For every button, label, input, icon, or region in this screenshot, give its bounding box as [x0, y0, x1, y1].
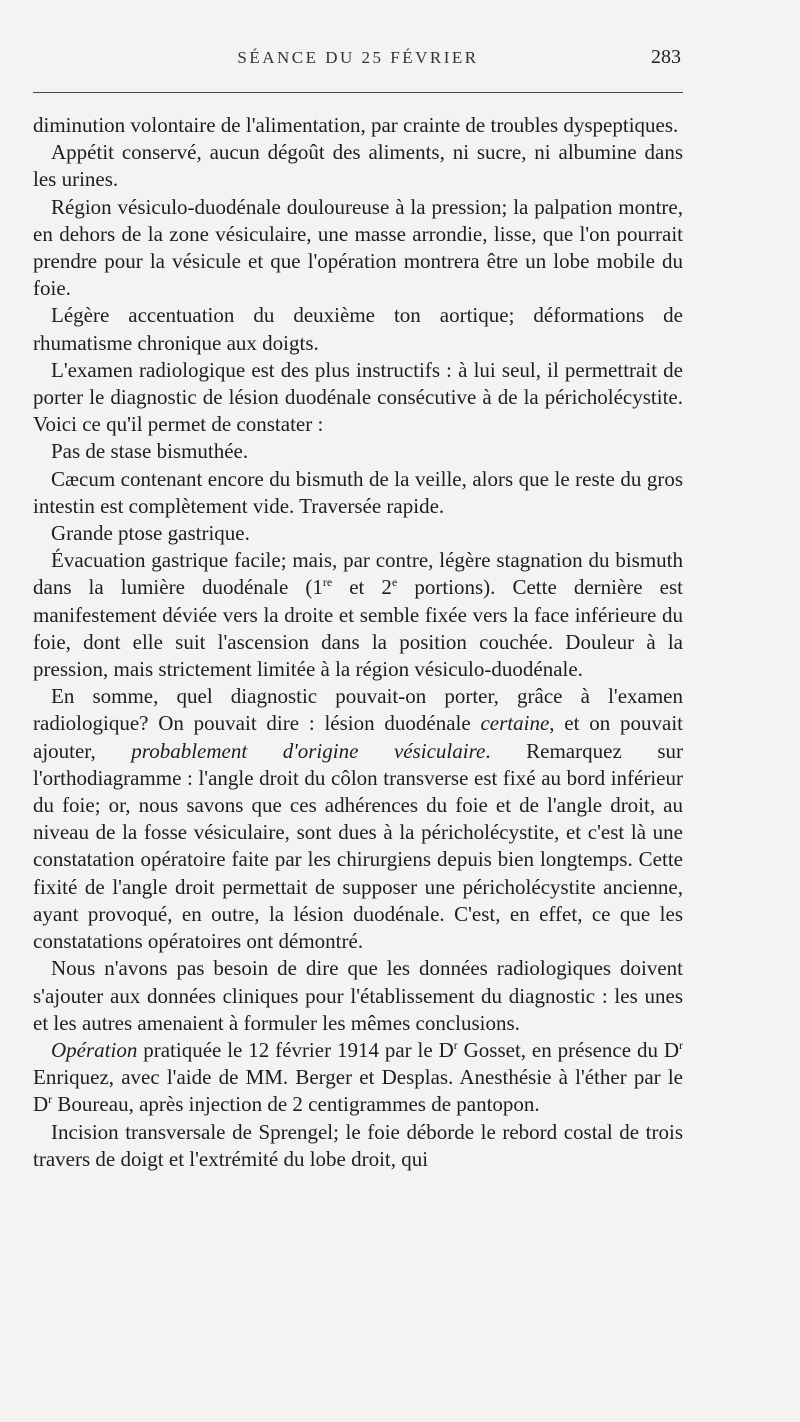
- paragraph: [33, 1037, 683, 1119]
- paragraph: Nous n'avons pas besoin de dire que les données radiologiques doivent s'ajouter aux données cliniques pour l'établissement du diagnostic : les unes et les autres amenaient à formuler les mêmes conclusions.: [33, 956, 683, 1035]
- text-run: Évacuation gastrique facile; mais, par contre, légère stagnation du bismuth dans la lumière duodénale (1: [33, 548, 683, 600]
- paragraph: Région vésiculo-duodénale douloureuse à la pression; la palpation montre, en dehors de la zone vésiculaire, une masse arrondie, lisse, que l'on pourrait prendre pour la vésicule et que l'opération montrera être un lobe mobile du foie.: [33, 194, 683, 301]
- text-run: et 2: [332, 575, 392, 600]
- superscript: r: [48, 1092, 53, 1107]
- paragraph: Incision transversale de Sprengel; le foie déborde le rebord costal de trois travers de doigt et l'extrémité du lobe droit, qui: [33, 1119, 683, 1171]
- page-header: [33, 48, 683, 92]
- text-run: En somme, quel diagnostic pouvait-on porter, grâce à l'examen radiologique? On pouvait dire : lésion duodénale: [33, 684, 683, 736]
- paragraph: L'examen radiologique est des plus instructifs : à lui seul, il permettrait de porter le diagnostic de lésion duodénale consécutive à de la péricholécystite. Voici ce qu'il permet de constater :: [33, 357, 683, 437]
- paragraph: diminution volontaire de l'alimentation, par crainte de troubles dyspeptiques.: [33, 113, 679, 137]
- paragraph: Cæcum contenant encore du bismuth de la veille, alors que le reste du gros intestin est complètement vide. Traversée rapide.: [33, 466, 683, 518]
- superscript: e: [391, 575, 398, 590]
- superscript: r: [453, 1037, 458, 1052]
- running-head: SÉANCE DU 25 FÉVRIER: [237, 48, 479, 67]
- paragraph: [33, 683, 683, 955]
- header-rule: [33, 92, 683, 93]
- text-run: portions). Cette dernière est manifestement déviée vers la droite et semble fixée vers la face inférieure du foie, dont elle suit l'ascension dans la position couchée. Douleur à la pression, mais strictement limitée à la région vésiculo-duodénale.: [33, 575, 684, 682]
- italic-text: Opération: [51, 1037, 138, 1062]
- text-run: Gosset, en présence du D: [457, 1037, 679, 1062]
- italic-text: probablement d'origine vésiculaire: [131, 738, 486, 763]
- text-run: pratiquée le 12 février 1914 par le D: [137, 1037, 454, 1062]
- italic-text: certaine: [480, 711, 550, 736]
- body-text: [33, 112, 683, 1173]
- text-run: Boureau, après injection de 2 centigrammes de pantopon.: [52, 1092, 540, 1117]
- paragraph: Légère accentuation du deuxième ton aortique; déformations de rhumatisme chronique aux doigts.: [33, 303, 683, 355]
- text-run: , et on pouvait ajouter,: [33, 711, 683, 763]
- paragraph: Appétit conservé, aucun dégoût des aliments, ni sucre, ni albumine dans les urines.: [33, 140, 683, 192]
- text-run: . Remarquez sur l'orthodiagramme : l'angle droit du côlon transverse est fixé au bord inférieur du foie; or, nous savons que ces adhérences du foie et de l'angle droit, au niveau de la fosse vésiculaire, sont dues à la péricholécystite, et c'est là une constatation opératoire faite par les chirurgiens depuis bien longtemps. Cette fixité de l'angle droit permettait de supposer une péricholécystite ancienne, ayant provoqué, en outre, la lésion duodénale. C'est, en effet, ce que les constatations opératoires ont démontré.: [33, 738, 684, 954]
- paragraph: Grande ptose gastrique.: [51, 521, 250, 546]
- page-number: 283: [651, 46, 681, 68]
- superscript: re: [322, 575, 333, 590]
- paragraph: [33, 547, 683, 683]
- text-run: Enriquez, avec l'aide de MM. Berger et Desplas. Anesthésie à l'éther par le D: [33, 1065, 683, 1117]
- superscript: r: [679, 1037, 683, 1052]
- paragraph: Pas de stase bismuthée.: [51, 439, 249, 464]
